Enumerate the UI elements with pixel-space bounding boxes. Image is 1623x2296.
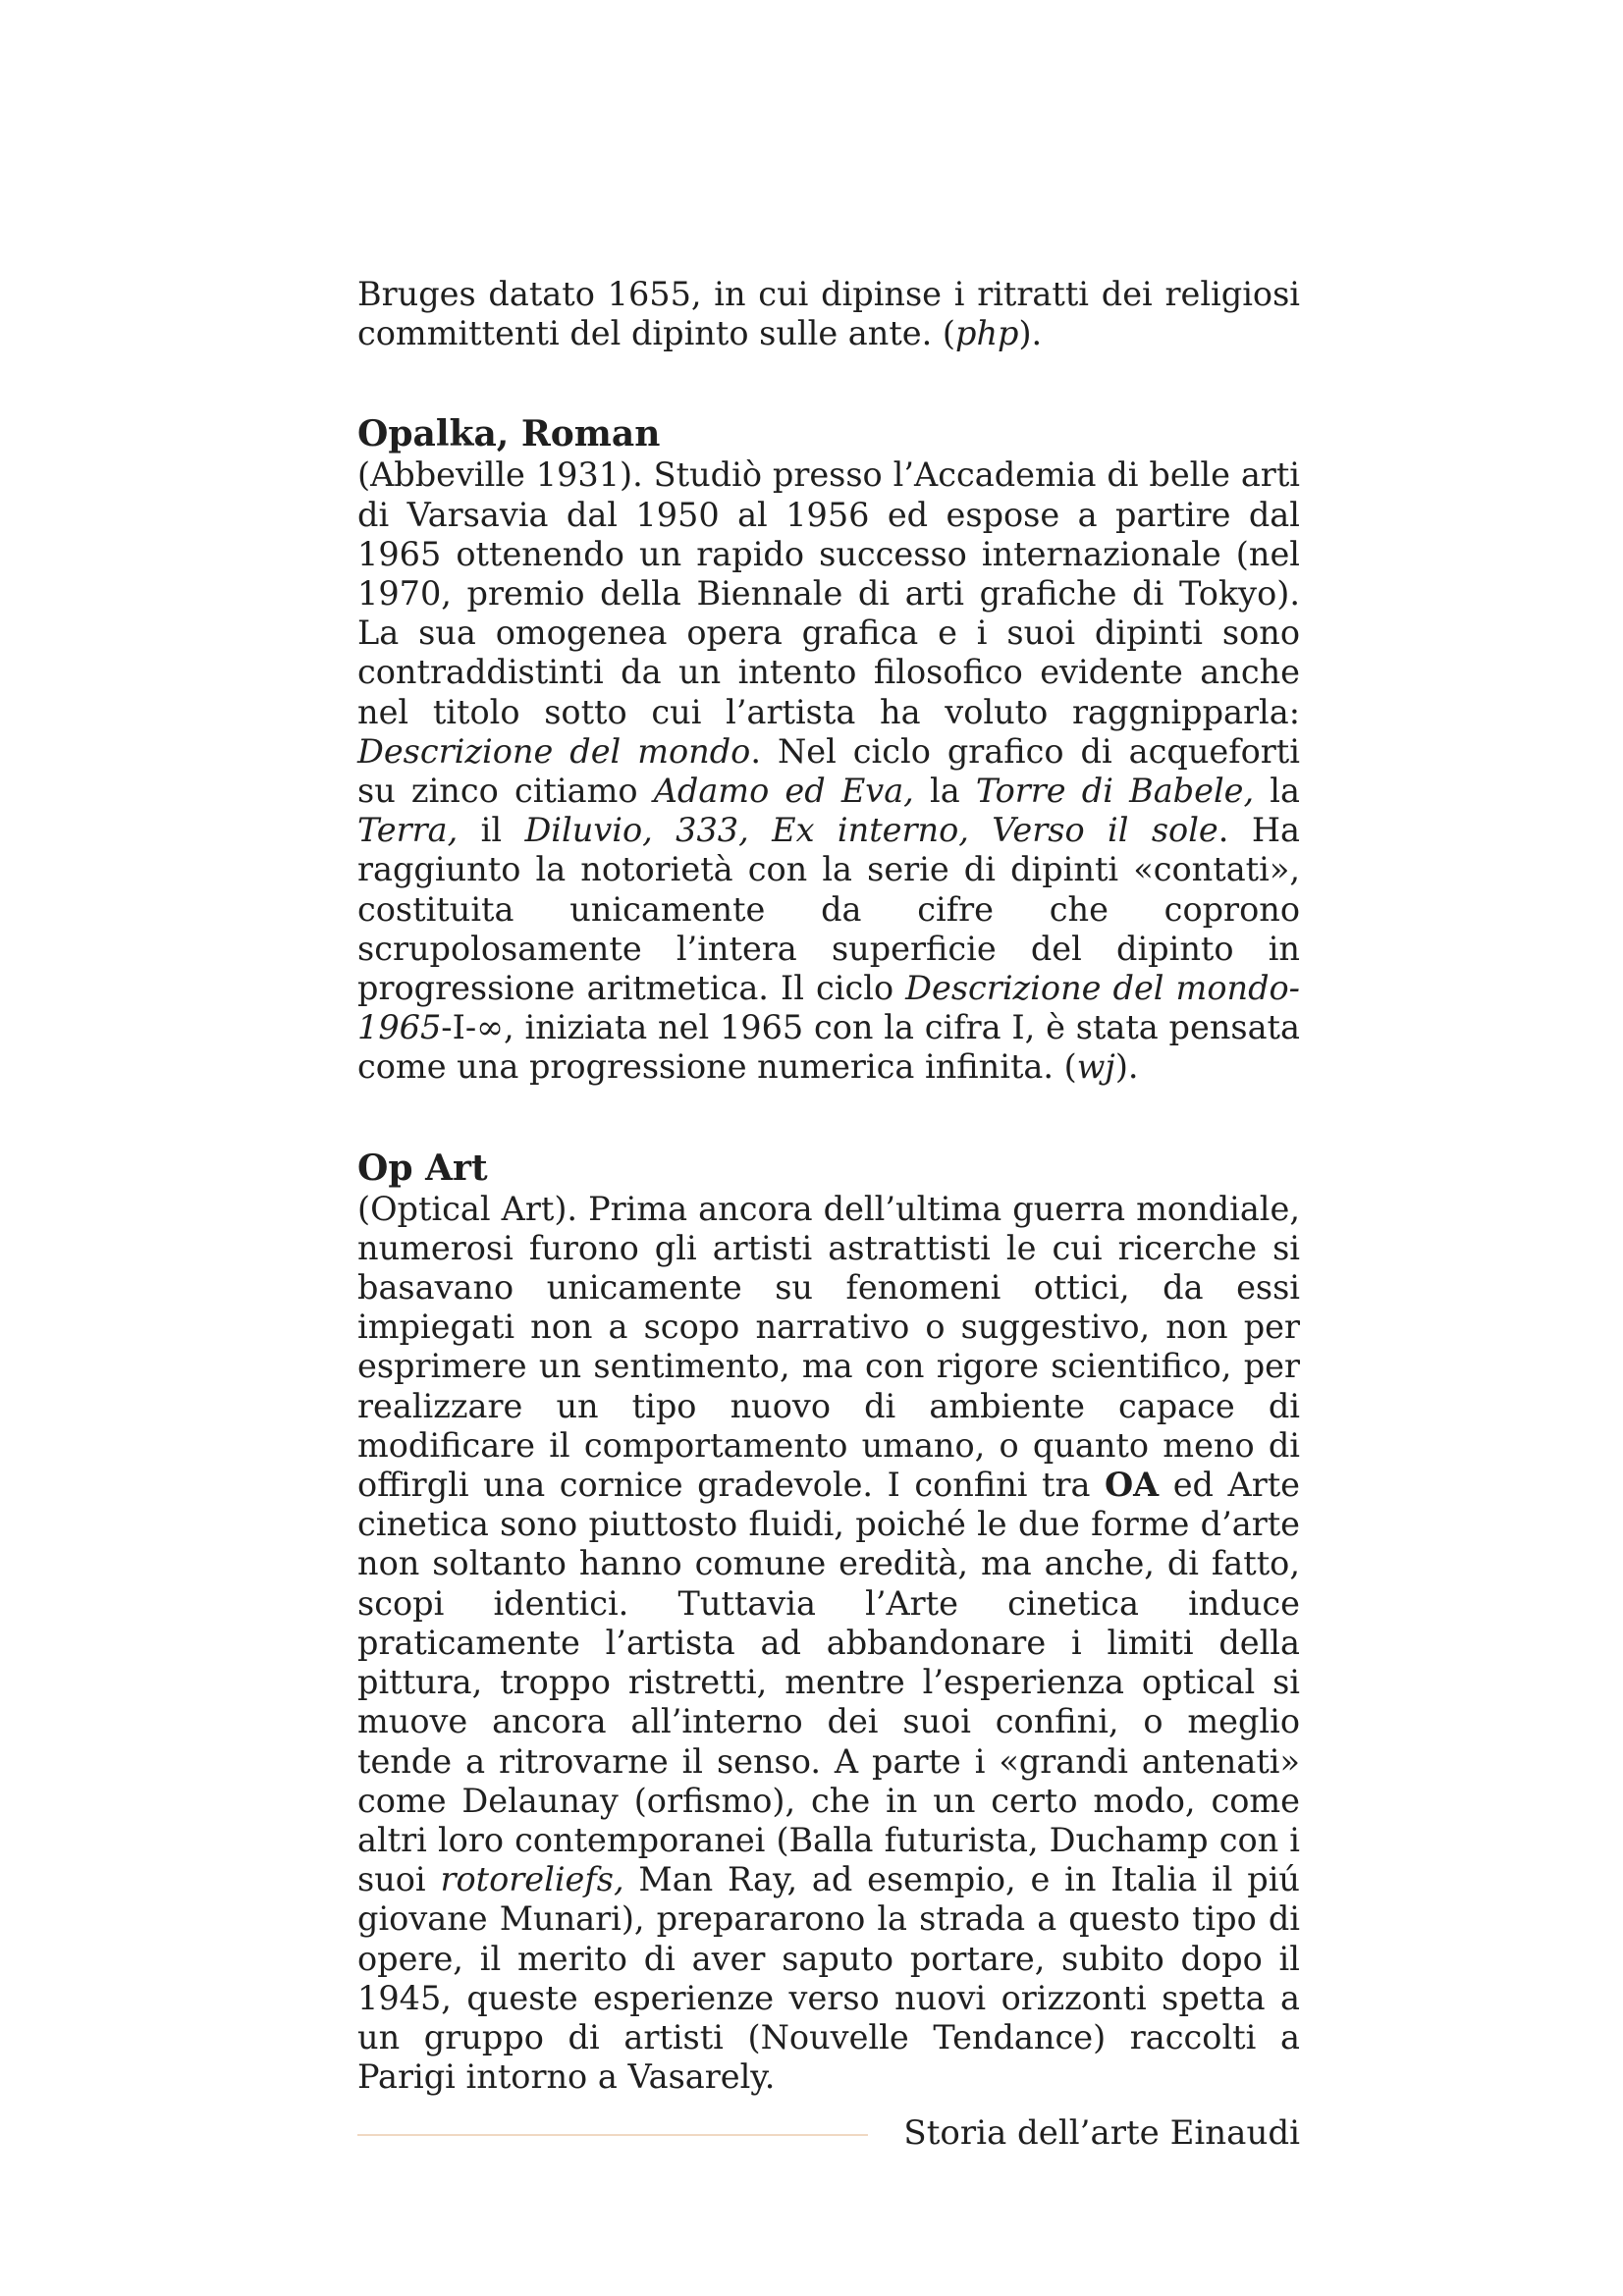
- text-segment: . Nel ciclo grafico di acqueforti su zinco citiamo: [357, 731, 1300, 811]
- text-segment: la: [913, 772, 976, 811]
- text-segment: Man Ray, ad esempio, e in Italia il piú giovane Munari), prepararono la strada a questo tipo di opere, il merito di aver saputo portare, subito dopo il 1945, queste esperienze verso nuovi orizzonti spetta a un gruppo di artisti (Nouvelle Tendance) raccolti a Parigi intorno a Vasarely.: [357, 1860, 1300, 2097]
- italic-title: Torre di Babele,: [975, 772, 1255, 811]
- italic-title: Diluvio, 333, Ex interno, Verso il sole: [524, 811, 1218, 850]
- footer-title: Storia dell’arte Einaudi: [903, 2113, 1300, 2153]
- text-segment: ed Arte cinetica sono piuttosto fluidi, poiché le due forme d’arte non soltanto hanno comune eredità, ma anche, di fatto, scopi identici. Tuttavia l’Arte cinetica induce praticamente l’artista ad abbandonare i limiti della pittura, troppo ristretti, mentre l’esperienza optical si muove ancora all’interno dei suoi confini, o meglio tende a ritrovarne il senso. A parte i «grandi antenati» come Delaunay (orfismo), che in un certo modo, come altri loro contemporanei (Balla futurista, Duchamp con i suoi: [357, 1466, 1301, 1899]
- text-column: [357, 275, 1300, 2097]
- author-initials: wj: [1076, 1047, 1115, 1087]
- continuation-text: Bruges datato 1655, in cui dipinse i ritratti dei religiosi committenti del dipinto sulle ante. (: [357, 275, 1300, 353]
- entry-opalka: [357, 412, 1300, 1087]
- italic-title: Descrizione del mondo: [357, 731, 751, 771]
- text-segment: (Optical Art). Prima ancora dell’ultima guerra mondiale, numerosi furono gli artisti astrattisti le cui ricerche si basavano unicamente su fenomeni ottici, da essi impiegati non a scopo narrativo o suggestivo, non per esprimere un sentimento, ma con rigore scientifico, per realizzare un tipo nuovo di ambiente capace di modificare il comportamento umano, o quanto meno di offirgli una cornice gradevole. I confini tra: [357, 1189, 1300, 1505]
- entry-body: [357, 1190, 1300, 2098]
- text-segment: (Abbeville 1931). Studiò presso l’Accademia di belle arti di Varsavia dal 1950 al 1956 ed espose a partire dal 1965 ottenendo un rapido successo internazionale (nel 1970, premio della Biennale di arti grafiche di Tokyo). La sua omogenea opera grafica e i suoi dipinti sono contraddistinti da un intento filosofico evidente anche nel titolo sotto cui l’artista ha voluto raggnipparla:: [357, 455, 1300, 731]
- entry-op-art: [357, 1147, 1300, 2098]
- text-segment: . Ha raggiunto la notorietà con la serie di dipinti «contati», costituita unicamente da cifre che coprono scrupolosamente l’intera superficie del dipinto in progressione aritmetica. Il ciclo: [357, 811, 1301, 1008]
- text-segment: -I-∞, iniziata nel 1965 con la cifra I, è stata pensata come una progressione numerica infinita. (: [357, 1008, 1300, 1087]
- italic-title: rotoreliefs,: [440, 1860, 624, 1899]
- entry-title: Op Art: [357, 1147, 488, 1189]
- italic-title: Descrizione del mondo-1965: [357, 969, 1300, 1047]
- continuation-end: ).: [1018, 314, 1043, 353]
- continuation-author: php: [955, 314, 1019, 353]
- italic-title: Terra,: [357, 811, 459, 850]
- bold-abbreviation: OA: [1105, 1466, 1160, 1505]
- footer-rule: [357, 2134, 868, 2136]
- page-footer: [357, 2110, 1300, 2160]
- text-segment: ).: [1114, 1047, 1139, 1087]
- italic-title: Adamo ed Eva,: [653, 772, 914, 811]
- text-segment: il: [458, 811, 525, 850]
- entry-body: [357, 455, 1300, 1087]
- continuation-paragraph: [357, 275, 1300, 353]
- entry-title: Opalka, Roman: [357, 413, 661, 455]
- text-segment: la: [1254, 772, 1300, 811]
